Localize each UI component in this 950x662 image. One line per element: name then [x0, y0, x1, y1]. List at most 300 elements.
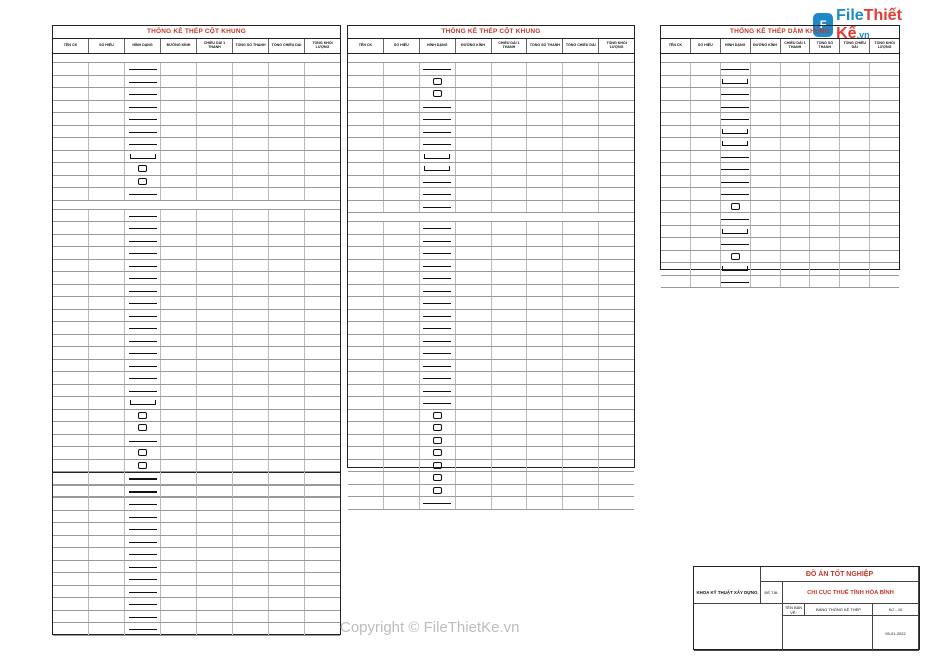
table-cell [456, 447, 492, 459]
table-cell [348, 472, 384, 484]
rebar-table-beam [660, 25, 900, 270]
table-cell [563, 422, 599, 434]
table-cell [691, 226, 721, 238]
table-cell [89, 272, 125, 284]
table-body [348, 54, 634, 510]
table-cell [197, 447, 233, 459]
table-cell [384, 460, 420, 472]
table-row [661, 201, 899, 214]
rebar-shape-icon [129, 67, 157, 70]
table-row [53, 498, 340, 511]
rebar-shape-icon [433, 474, 442, 481]
table-cell [305, 101, 340, 113]
table-cell [384, 113, 420, 125]
table-cell [348, 360, 384, 372]
table-cell [563, 76, 599, 88]
table-cell [721, 201, 751, 213]
table-cell [870, 88, 899, 100]
table-cell [492, 222, 528, 234]
table-cell [563, 485, 599, 497]
table-cell [492, 188, 528, 200]
table-cell [840, 151, 870, 163]
table-cell [305, 397, 340, 409]
table-cell [125, 586, 161, 598]
topic-cell [783, 582, 919, 604]
table-cell [197, 347, 233, 359]
table-cell [456, 151, 492, 163]
rebar-shape-icon [433, 90, 442, 97]
table-row [348, 76, 634, 89]
table-cell [197, 598, 233, 610]
table-cell [125, 88, 161, 100]
table-cell [781, 113, 811, 125]
table-cell [269, 247, 305, 259]
table-cell [197, 113, 233, 125]
table-cell [563, 435, 599, 447]
table-header: TÊN CK SỐ HIỆU HÌNH DẠNG ĐƯỜNG KÍNH CHIỀU DÀI 1 THANH TỔNG SỐ THANH TỔNG CHIỀU DÀI TỔNG KHỐI LƯỢNG [53, 39, 340, 54]
table-cell [420, 297, 456, 309]
table-cell [53, 385, 89, 397]
table-cell [456, 126, 492, 138]
table-cell [527, 360, 563, 372]
table-cell [810, 138, 840, 150]
table-cell [305, 151, 340, 163]
table-cell [721, 226, 751, 238]
table-cell [691, 163, 721, 175]
table-cell [563, 235, 599, 247]
table-cell [840, 238, 870, 250]
table-cell [599, 410, 634, 422]
table-cell [721, 88, 751, 100]
table-cell [492, 410, 528, 422]
table-row [348, 472, 634, 485]
table-cell [456, 88, 492, 100]
table-cell [527, 113, 563, 125]
rebar-shape-icon [138, 165, 147, 172]
table-cell [269, 397, 305, 409]
table-cell [305, 410, 340, 422]
table-cell [599, 285, 634, 297]
table-cell [269, 76, 305, 88]
table-cell [599, 76, 634, 88]
table-cell [269, 163, 305, 175]
table-cell [492, 422, 528, 434]
table-cell [721, 251, 751, 263]
table-cell [125, 410, 161, 422]
table-cell [197, 310, 233, 322]
table-row [53, 126, 340, 139]
table-cell [233, 623, 269, 635]
table-cell [781, 276, 811, 288]
table-cell [89, 347, 125, 359]
table-cell [305, 322, 340, 334]
table-cell [305, 561, 340, 573]
table-cell [384, 260, 420, 272]
table-cell [456, 410, 492, 422]
table-cell [125, 561, 161, 573]
table-cell [197, 322, 233, 334]
rebar-shape-icon [129, 251, 157, 254]
table-cell [721, 63, 751, 75]
table-cell [810, 276, 840, 288]
table-cell [305, 335, 340, 347]
table-cell [161, 151, 197, 163]
table-cell [420, 247, 456, 259]
table-cell [197, 548, 233, 560]
table-cell [89, 63, 125, 75]
table-cell [53, 138, 89, 150]
table-cell [125, 372, 161, 384]
table-cell [233, 222, 269, 234]
table-cell [53, 422, 89, 434]
table-cell [348, 485, 384, 497]
table-cell [53, 511, 89, 523]
table-cell [527, 422, 563, 434]
table-cell [781, 188, 811, 200]
rebar-shape-icon [129, 264, 157, 267]
rebar-shape-icon [138, 449, 147, 456]
table-cell [492, 435, 528, 447]
table-cell [420, 422, 456, 434]
rebar-shape-icon [722, 229, 748, 234]
table-cell [751, 276, 781, 288]
table-cell [53, 235, 89, 247]
table-row [53, 347, 340, 360]
rebar-shape-icon [423, 389, 451, 392]
table-cell [53, 611, 89, 623]
table-cell [53, 335, 89, 347]
table-cell [269, 138, 305, 150]
table-cell [420, 397, 456, 409]
table-cell [197, 498, 233, 510]
table-cell [492, 113, 528, 125]
table-cell [233, 573, 269, 585]
table-cell [420, 222, 456, 234]
table-body [53, 473, 340, 636]
table-cell [125, 385, 161, 397]
rebar-shape-icon [721, 180, 749, 183]
table-cell [197, 297, 233, 309]
table-cell [269, 335, 305, 347]
table-cell [197, 460, 233, 472]
table-cell [781, 88, 811, 100]
table-cell [840, 138, 870, 150]
table-cell [420, 176, 456, 188]
table-cell [53, 310, 89, 322]
table-cell [89, 561, 125, 573]
table-cell [527, 247, 563, 259]
table-row [348, 151, 634, 164]
table-row [348, 435, 634, 448]
table-cell [161, 138, 197, 150]
rebar-shape-icon [433, 449, 442, 456]
table-cell [89, 486, 125, 498]
rebar-shape-icon [129, 527, 157, 530]
table-row [348, 460, 634, 473]
rebar-shape-icon [129, 577, 157, 580]
table-cell [661, 188, 691, 200]
table-cell [492, 201, 528, 213]
rebar-shape-icon [423, 67, 451, 70]
table-cell [840, 188, 870, 200]
rebar-shape-icon [129, 314, 157, 317]
table-cell [420, 260, 456, 272]
table-cell [125, 222, 161, 234]
table-cell [89, 435, 125, 447]
table-row [53, 410, 340, 423]
rebar-shape-icon [423, 314, 451, 317]
table-cell [305, 473, 340, 485]
table-cell [348, 497, 384, 509]
table-cell [563, 285, 599, 297]
table-cell [125, 447, 161, 459]
table-row [53, 322, 340, 335]
table-cell [456, 347, 492, 359]
table-cell [197, 561, 233, 573]
table-row [53, 260, 340, 273]
table-cell [527, 335, 563, 347]
table-row [53, 486, 340, 499]
table-row [348, 163, 634, 176]
table-cell [233, 151, 269, 163]
table-cell [305, 126, 340, 138]
table-cell [269, 297, 305, 309]
table-cell [781, 201, 811, 213]
table-title: THỐNG KÊ THÉP CỘT KHUNG [53, 26, 340, 39]
table-cell [840, 226, 870, 238]
table-cell [661, 113, 691, 125]
table-cell [527, 397, 563, 409]
table-cell [384, 188, 420, 200]
rebar-shape-icon [423, 501, 451, 504]
table-cell [870, 188, 899, 200]
table-cell [661, 226, 691, 238]
table-cell [161, 422, 197, 434]
table-cell [269, 310, 305, 322]
table-cell [492, 260, 528, 272]
table-cell [161, 272, 197, 284]
table-cell [197, 360, 233, 372]
table-cell [527, 310, 563, 322]
table-cell [161, 210, 197, 222]
table-cell [563, 322, 599, 334]
table-cell [781, 138, 811, 150]
table-cell [89, 523, 125, 535]
table-cell [53, 272, 89, 284]
table-cell [89, 548, 125, 560]
table-cell [599, 163, 634, 175]
table-cell [420, 372, 456, 384]
table-cell [492, 151, 528, 163]
table-cell [125, 101, 161, 113]
table-title: THỐNG KÊ THÉP CỘT KHUNG [348, 26, 634, 39]
table-cell [691, 88, 721, 100]
table-row [348, 410, 634, 423]
table-cell [420, 497, 456, 509]
table-cell [384, 138, 420, 150]
table-row [53, 435, 340, 448]
table-row [53, 235, 340, 248]
table-cell [269, 360, 305, 372]
table-cell [420, 76, 456, 88]
table-cell [456, 101, 492, 113]
table-cell [125, 63, 161, 75]
table-row [661, 151, 899, 164]
rebar-shape-icon [423, 301, 451, 304]
table-cell [269, 586, 305, 598]
rebar-shape-icon [423, 401, 451, 404]
table-cell [305, 285, 340, 297]
table-cell [781, 238, 811, 250]
table-cell [53, 397, 89, 409]
table-cell [197, 63, 233, 75]
table-cell [492, 447, 528, 459]
table-cell [269, 598, 305, 610]
table-cell [53, 498, 89, 510]
table-cell [269, 611, 305, 623]
table-cell [197, 126, 233, 138]
table-header: TÊN CK SỐ HIỆU HÌNH DẠNG ĐƯỜNG KÍNH CHIỀU DÀI 1 THANH TỔNG SỐ THANH TỔNG CHIỀU DÀI TỔNG KHỐI LƯỢNG [348, 39, 634, 54]
table-cell [781, 163, 811, 175]
table-cell [305, 623, 340, 635]
table-cell [527, 385, 563, 397]
copyright-watermark: Copyright © FileThietKe.vn [340, 619, 520, 636]
rebar-shape-icon [433, 412, 442, 419]
table-cell [870, 76, 899, 88]
table-row [661, 138, 899, 151]
rebar-shape-icon [721, 280, 749, 283]
table-cell [420, 88, 456, 100]
table-cell [599, 297, 634, 309]
table-row [53, 222, 340, 235]
table-cell [269, 372, 305, 384]
table-cell [420, 447, 456, 459]
table-cell [53, 561, 89, 573]
table-row [661, 63, 899, 76]
rebar-table-column-1 [52, 25, 341, 473]
table-cell [348, 447, 384, 459]
table-cell [348, 222, 384, 234]
table-cell [305, 372, 340, 384]
rebar-shape-icon [129, 351, 157, 354]
table-cell [721, 238, 751, 250]
table-row [53, 176, 340, 189]
table-cell [197, 435, 233, 447]
table-cell [53, 76, 89, 88]
rebar-shape-icon [433, 424, 442, 431]
table-cell [53, 573, 89, 585]
table-cell [269, 447, 305, 459]
table-cell [599, 88, 634, 100]
rebar-shape-icon [722, 129, 748, 134]
table-cell [691, 176, 721, 188]
table-cell [492, 138, 528, 150]
rebar-shape-icon [138, 178, 147, 185]
table-cell [563, 88, 599, 100]
table-row [53, 88, 340, 101]
table-cell [527, 285, 563, 297]
table-cell [781, 101, 811, 113]
rebar-shape-icon [721, 155, 749, 158]
table-row [661, 163, 899, 176]
table-cell [197, 101, 233, 113]
table-cell [125, 260, 161, 272]
rebar-shape-icon [129, 214, 157, 217]
rebar-shape-icon [721, 117, 749, 120]
table-cell [348, 126, 384, 138]
table-cell [456, 63, 492, 75]
table-cell [384, 385, 420, 397]
table-cell [233, 611, 269, 623]
table-cell [125, 347, 161, 359]
table-cell [269, 561, 305, 573]
table-cell [456, 397, 492, 409]
table-cell [233, 101, 269, 113]
table-cell [161, 126, 197, 138]
table-row [661, 176, 899, 189]
table-cell [89, 385, 125, 397]
rebar-shape-icon [138, 412, 147, 419]
table-row [661, 276, 899, 289]
table-cell [197, 486, 233, 498]
table-row [53, 360, 340, 373]
table-cell [89, 126, 125, 138]
rebar-shape-icon [129, 615, 157, 618]
table-row [348, 201, 634, 214]
table-cell [527, 188, 563, 200]
table-cell [89, 460, 125, 472]
table-row [348, 176, 634, 189]
table-cell [563, 372, 599, 384]
table-cell [269, 63, 305, 75]
table-cell [161, 486, 197, 498]
table-cell [269, 536, 305, 548]
table-cell [53, 210, 89, 222]
table-row [53, 473, 340, 486]
table-cell [305, 113, 340, 125]
table-cell [384, 410, 420, 422]
table-cell [161, 101, 197, 113]
table-cell [691, 101, 721, 113]
table-cell [840, 176, 870, 188]
table-cell [89, 598, 125, 610]
table-cell [527, 447, 563, 459]
table-row [53, 561, 340, 574]
table-cell [348, 88, 384, 100]
table-cell [233, 76, 269, 88]
topic-title: CHI CỤC THUẾ TỈNH HÒA BÌNH [807, 589, 894, 596]
table-cell [348, 272, 384, 284]
table-cell [125, 598, 161, 610]
table-cell [492, 235, 528, 247]
table-cell [661, 88, 691, 100]
table-cell [125, 397, 161, 409]
table-cell [161, 385, 197, 397]
table-cell [456, 272, 492, 284]
table-cell [161, 611, 197, 623]
table-cell [125, 422, 161, 434]
table-cell [161, 498, 197, 510]
table-cell [527, 76, 563, 88]
table-cell [233, 297, 269, 309]
table-cell [53, 360, 89, 372]
table-cell [348, 76, 384, 88]
table-cell [125, 360, 161, 372]
table-cell [751, 188, 781, 200]
table-cell [840, 251, 870, 263]
table-cell [781, 213, 811, 225]
table-row [53, 372, 340, 385]
